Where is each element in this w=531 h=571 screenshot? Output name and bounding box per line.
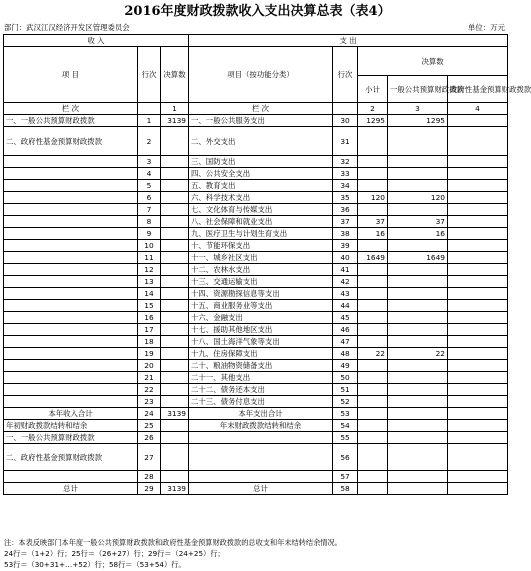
expense-subtotal — [358, 396, 388, 408]
income-line-header: 行次 — [138, 47, 161, 103]
expense-line-number: 45 — [333, 312, 358, 324]
expense-gov-fund — [448, 216, 508, 228]
expense-line-number: 40 — [333, 252, 358, 264]
expense-gov-fund — [448, 228, 508, 240]
expense-gov-fund — [448, 483, 508, 495]
income-line-number: 6 — [138, 192, 161, 204]
expense-general-budget — [388, 396, 448, 408]
column-label-income: 栏 次 — [4, 103, 138, 115]
expense-subtotal — [358, 432, 388, 444]
table-row — [4, 360, 508, 372]
expense-general-budget — [388, 288, 448, 300]
expense-subtotal — [358, 288, 388, 300]
table-row — [4, 471, 508, 483]
income-line-number: 7 — [138, 204, 161, 216]
expense-general-budget — [388, 324, 448, 336]
expense-subtotal — [358, 204, 388, 216]
expense-item: 五、教育支出 — [189, 180, 333, 192]
table-row — [4, 348, 508, 360]
expense-gov-fund — [448, 444, 508, 471]
budget-table — [3, 34, 531, 495]
expense-general-budget: 37 — [388, 216, 448, 228]
expense-line-number: 36 — [333, 204, 358, 216]
table-row — [4, 324, 508, 336]
expense-subtotal — [358, 156, 388, 168]
expense-subtotal — [358, 336, 388, 348]
income-line-number: 10 — [138, 240, 161, 252]
expense-general-budget: 22 — [388, 348, 448, 360]
income-line-number: 14 — [138, 288, 161, 300]
income-item-header: 项 目 — [4, 47, 138, 103]
income-line-number: 2 — [138, 127, 161, 156]
income-final-value — [161, 372, 189, 384]
income-line-number: 9 — [138, 228, 161, 240]
expense-line-number: 43 — [333, 288, 358, 300]
expense-line-number: 32 — [333, 156, 358, 168]
expense-item: 年末财政拨款结转和结余 — [189, 420, 333, 432]
expense-item: 二十一、其他支出 — [189, 372, 333, 384]
expense-general-budget — [388, 168, 448, 180]
expense-subtotal — [358, 180, 388, 192]
income-item — [4, 240, 138, 252]
income-item — [4, 300, 138, 312]
expense-subtotal — [358, 408, 388, 420]
expense-line-number: 51 — [333, 384, 358, 396]
income-final-value — [161, 300, 189, 312]
expense-general-budget — [388, 240, 448, 252]
income-final-value — [161, 240, 189, 252]
income-item — [4, 228, 138, 240]
expense-gov-fund — [448, 264, 508, 276]
income-item — [4, 312, 138, 324]
income-line-number: 15 — [138, 300, 161, 312]
expense-item — [189, 471, 333, 483]
column-number-1: 1 — [161, 103, 189, 115]
expense-item: 二十、粮油物资储备支出 — [189, 360, 333, 372]
expense-item: 总计 — [189, 483, 333, 495]
income-item — [4, 348, 138, 360]
income-item: 年初财政拨款结转和结余 — [4, 420, 138, 432]
expense-subtotal: 22 — [358, 348, 388, 360]
expense-gov-fund — [448, 432, 508, 444]
expense-subtotal — [358, 168, 388, 180]
expense-gov-fund — [448, 192, 508, 204]
expense-general-budget — [388, 471, 448, 483]
column-number-2: 2 — [358, 103, 388, 115]
income-item: 总计 — [4, 483, 138, 495]
expense-line-number: 48 — [333, 348, 358, 360]
expense-subtotal — [358, 276, 388, 288]
income-final-value — [161, 444, 189, 471]
income-line-number: 4 — [138, 168, 161, 180]
income-final-value — [161, 264, 189, 276]
income-item: 一、一般公共预算财政拨款 — [4, 115, 138, 127]
table-row — [4, 276, 508, 288]
footnotes — [4, 537, 509, 570]
income-item — [4, 360, 138, 372]
expense-gov-fund — [448, 471, 508, 483]
income-line-number: 5 — [138, 180, 161, 192]
table-row — [4, 127, 508, 156]
expense-item: 二十二、债务还本支出 — [189, 384, 333, 396]
expense-general-budget: 1295 — [388, 115, 448, 127]
income-final-value — [161, 288, 189, 300]
expense-line-number: 38 — [333, 228, 358, 240]
expense-line-number: 52 — [333, 396, 358, 408]
income-line-number: 17 — [138, 324, 161, 336]
expense-line-number: 31 — [333, 127, 358, 156]
income-item — [4, 276, 138, 288]
income-final-value — [161, 216, 189, 228]
table-row — [4, 228, 508, 240]
expense-subtotal — [358, 240, 388, 252]
income-line-number: 8 — [138, 216, 161, 228]
income-item: 二、政府性基金预算财政拨款 — [4, 444, 138, 471]
report-title: 2016年度财政拨款收入支出决算总表（表4） — [124, 4, 391, 19]
expense-line-number: 54 — [333, 420, 358, 432]
expense-subtotal — [358, 324, 388, 336]
expense-line-number: 34 — [333, 180, 358, 192]
income-line-number: 29 — [138, 483, 161, 495]
expense-subtotal — [358, 372, 388, 384]
expense-general-budget — [388, 336, 448, 348]
expense-general-budget — [388, 420, 448, 432]
expense-general-budget — [388, 372, 448, 384]
expense-general-budget — [388, 264, 448, 276]
table-row — [4, 336, 508, 348]
income-final-value — [161, 276, 189, 288]
income-line-number: 23 — [138, 396, 161, 408]
expense-general-budget — [388, 127, 448, 156]
income-final-value — [161, 192, 189, 204]
expense-item — [189, 432, 333, 444]
expense-line-header: 行次 — [333, 47, 358, 103]
expense-general-budget: 16 — [388, 228, 448, 240]
income-item — [4, 168, 138, 180]
income-line-number: 26 — [138, 432, 161, 444]
expense-item: 三、国防支出 — [189, 156, 333, 168]
expense-gov-fund — [448, 240, 508, 252]
income-line-number: 1 — [138, 115, 161, 127]
expense-gov-fund — [448, 127, 508, 156]
income-final-value: 3139 — [161, 408, 189, 420]
expense-item: 二十三、债务付息支出 — [189, 396, 333, 408]
expense-item: 二、外交支出 — [189, 127, 333, 156]
expense-gov-fund — [448, 360, 508, 372]
expense-gov-fund — [448, 252, 508, 264]
expense-subtotal — [358, 300, 388, 312]
table-row — [4, 264, 508, 276]
expense-header: 支 出 — [189, 35, 508, 47]
expense-gov-fund — [448, 420, 508, 432]
expense-general-budget — [388, 360, 448, 372]
income-item — [4, 336, 138, 348]
income-line-number: 21 — [138, 372, 161, 384]
expense-line-number: 33 — [333, 168, 358, 180]
expense-item: 十四、资源勘探信息等支出 — [189, 288, 333, 300]
income-line-number: 22 — [138, 384, 161, 396]
expense-line-number: 37 — [333, 216, 358, 228]
expense-gov-fund — [448, 156, 508, 168]
expense-subtotal — [358, 444, 388, 471]
income-final-value — [161, 471, 189, 483]
expense-gov-fund — [448, 168, 508, 180]
table-row — [4, 420, 508, 432]
income-line-number: 27 — [138, 444, 161, 471]
expense-item: 十五、商业服务业等支出 — [189, 300, 333, 312]
income-item — [4, 180, 138, 192]
table-row — [4, 252, 508, 264]
expense-item: 七、文化体育与传媒支出 — [189, 204, 333, 216]
expense-item: 六、科学技术支出 — [189, 192, 333, 204]
expense-item: 十八、国土海洋气象等支出 — [189, 336, 333, 348]
income-final-value — [161, 228, 189, 240]
income-final-value — [161, 252, 189, 264]
income-line-number: 20 — [138, 360, 161, 372]
expense-item: 九、医疗卫生与计划生育支出 — [189, 228, 333, 240]
expense-item-header: 项目（按功能分类） — [189, 47, 333, 103]
footnote-line: 注：本表反映部门本年度一般公共预算财政拨款和政府性基金预算财政拨款的总收支和年末结转结余情况。 — [4, 538, 342, 547]
table-row — [4, 300, 508, 312]
income-line-number: 28 — [138, 471, 161, 483]
expense-general-budget — [388, 204, 448, 216]
gov-fund-header: 政府性基金预算财政拨款 — [448, 76, 508, 103]
income-line-number: 18 — [138, 336, 161, 348]
income-final-value — [161, 324, 189, 336]
income-header: 收 入 — [4, 35, 189, 47]
table-row — [4, 312, 508, 324]
income-line-number: 3 — [138, 156, 161, 168]
income-line-number: 25 — [138, 420, 161, 432]
expense-subtotal: 1649 — [358, 252, 388, 264]
expense-item — [189, 444, 333, 471]
table-row — [4, 168, 508, 180]
income-final-value — [161, 432, 189, 444]
expense-item: 八、社会保障和就业支出 — [189, 216, 333, 228]
expense-line-number: 53 — [333, 408, 358, 420]
expense-general-budget — [388, 384, 448, 396]
expense-subtotal — [358, 312, 388, 324]
expense-item: 十二、农林水支出 — [189, 264, 333, 276]
expense-general-budget — [388, 300, 448, 312]
income-item: 二、政府性基金预算财政拨款 — [4, 127, 138, 156]
income-final-value — [161, 336, 189, 348]
unit-label: 单位：万元 — [468, 23, 505, 32]
income-final-value — [161, 420, 189, 432]
expense-line-number: 41 — [333, 264, 358, 276]
table-row — [4, 483, 508, 495]
table-row — [4, 204, 508, 216]
expense-subtotal: 120 — [358, 192, 388, 204]
income-line-number: 11 — [138, 252, 161, 264]
expense-general-budget — [388, 312, 448, 324]
income-item — [4, 324, 138, 336]
expense-gov-fund — [448, 115, 508, 127]
expense-gov-fund — [448, 384, 508, 396]
table-row — [4, 408, 508, 420]
expense-general-budget — [388, 276, 448, 288]
expense-subtotal — [358, 384, 388, 396]
table-row — [4, 444, 508, 471]
expense-gov-fund — [448, 396, 508, 408]
income-item — [4, 264, 138, 276]
expense-subtotal: 16 — [358, 228, 388, 240]
expense-line-number: 55 — [333, 432, 358, 444]
expense-line-number: 35 — [333, 192, 358, 204]
income-final-value — [161, 312, 189, 324]
expense-general-budget — [388, 408, 448, 420]
expense-line-number: 44 — [333, 300, 358, 312]
expense-general-budget: 120 — [388, 192, 448, 204]
income-line-number: 24 — [138, 408, 161, 420]
table-row — [4, 384, 508, 396]
expense-item: 十三、交通运输支出 — [189, 276, 333, 288]
expense-line-number: 30 — [333, 115, 358, 127]
expense-general-budget — [388, 156, 448, 168]
expense-subtotal — [358, 471, 388, 483]
income-item — [4, 204, 138, 216]
column-label-expense: 栏 次 — [189, 103, 333, 115]
expense-general-budget: 1649 — [388, 252, 448, 264]
table-row — [4, 180, 508, 192]
table-row — [4, 240, 508, 252]
income-line-number: 12 — [138, 264, 161, 276]
expense-subtotal — [358, 360, 388, 372]
income-final-header: 决算数 — [161, 47, 189, 103]
expense-subtotal — [358, 127, 388, 156]
expense-subtotal — [358, 420, 388, 432]
final-group-header: 决算数 — [358, 47, 508, 76]
income-item — [4, 288, 138, 300]
income-item — [4, 384, 138, 396]
expense-general-budget — [388, 180, 448, 192]
expense-gov-fund — [448, 300, 508, 312]
expense-line-number: 42 — [333, 276, 358, 288]
expense-item: 十、节能环保支出 — [189, 240, 333, 252]
expense-item: 十一、城乡社区支出 — [189, 252, 333, 264]
income-line-number: 13 — [138, 276, 161, 288]
expense-line-number: 56 — [333, 444, 358, 471]
expense-gov-fund — [448, 408, 508, 420]
income-final-value — [161, 156, 189, 168]
expense-gov-fund — [448, 324, 508, 336]
income-item — [4, 216, 138, 228]
table-row — [4, 372, 508, 384]
table-row — [4, 216, 508, 228]
table-row — [4, 115, 508, 127]
expense-gov-fund — [448, 372, 508, 384]
table-row — [4, 432, 508, 444]
income-item — [4, 471, 138, 483]
table-row — [4, 288, 508, 300]
expense-item: 四、公共安全支出 — [189, 168, 333, 180]
income-item — [4, 372, 138, 384]
income-final-value — [161, 360, 189, 372]
footnote-line: 53行＝（30+31+…+52）行；58行＝（53+54）行。 — [4, 560, 186, 569]
income-final-value — [161, 180, 189, 192]
expense-item: 本年支出合计 — [189, 408, 333, 420]
expense-line-number: 49 — [333, 360, 358, 372]
income-final-value — [161, 396, 189, 408]
expense-item: 十九、住房保障支出 — [189, 348, 333, 360]
income-item: 一、一般公共预算财政拨款 — [4, 432, 138, 444]
income-final-value — [161, 127, 189, 156]
expense-gov-fund — [448, 348, 508, 360]
income-final-value — [161, 204, 189, 216]
expense-line-number: 46 — [333, 324, 358, 336]
expense-general-budget — [388, 483, 448, 495]
income-final-value — [161, 168, 189, 180]
table-row — [4, 156, 508, 168]
income-item — [4, 252, 138, 264]
expense-gov-fund — [448, 180, 508, 192]
general-budget-header: 一般公共预算财政拨款 — [388, 76, 448, 103]
expense-gov-fund — [448, 276, 508, 288]
income-final-value: 3139 — [161, 115, 189, 127]
expense-item: 一、一般公共服务支出 — [189, 115, 333, 127]
income-final-value — [161, 348, 189, 360]
expense-subtotal: 37 — [358, 216, 388, 228]
subtotal-header: 小计 — [358, 76, 388, 103]
income-final-value — [161, 384, 189, 396]
expense-line-number: 50 — [333, 372, 358, 384]
expense-line-number: 57 — [333, 471, 358, 483]
expense-general-budget — [388, 444, 448, 471]
income-item: 本年收入合计 — [4, 408, 138, 420]
expense-line-number: 39 — [333, 240, 358, 252]
income-line-number: 16 — [138, 312, 161, 324]
footnote-line: 24行＝（1+2）行；25行＝（26+27）行；29行＝（24+25）行； — [4, 549, 225, 558]
column-number-4: 4 — [448, 103, 508, 115]
table-row — [4, 396, 508, 408]
expense-line-number: 58 — [333, 483, 358, 495]
expense-subtotal — [358, 264, 388, 276]
expense-gov-fund — [448, 312, 508, 324]
department-label: 部门：武汉江汉经济开发区管理委员会 — [4, 23, 130, 32]
table-row — [4, 192, 508, 204]
expense-gov-fund — [448, 336, 508, 348]
income-final-value: 3139 — [161, 483, 189, 495]
expense-gov-fund — [448, 288, 508, 300]
income-line-number: 19 — [138, 348, 161, 360]
expense-general-budget — [388, 432, 448, 444]
income-item — [4, 192, 138, 204]
expense-line-number: 47 — [333, 336, 358, 348]
expense-subtotal — [358, 483, 388, 495]
expense-subtotal: 1295 — [358, 115, 388, 127]
expense-gov-fund — [448, 204, 508, 216]
expense-item: 十七、援助其他地区支出 — [189, 324, 333, 336]
income-item — [4, 156, 138, 168]
income-item — [4, 396, 138, 408]
expense-item: 十六、金融支出 — [189, 312, 333, 324]
column-number-3: 3 — [388, 103, 448, 115]
